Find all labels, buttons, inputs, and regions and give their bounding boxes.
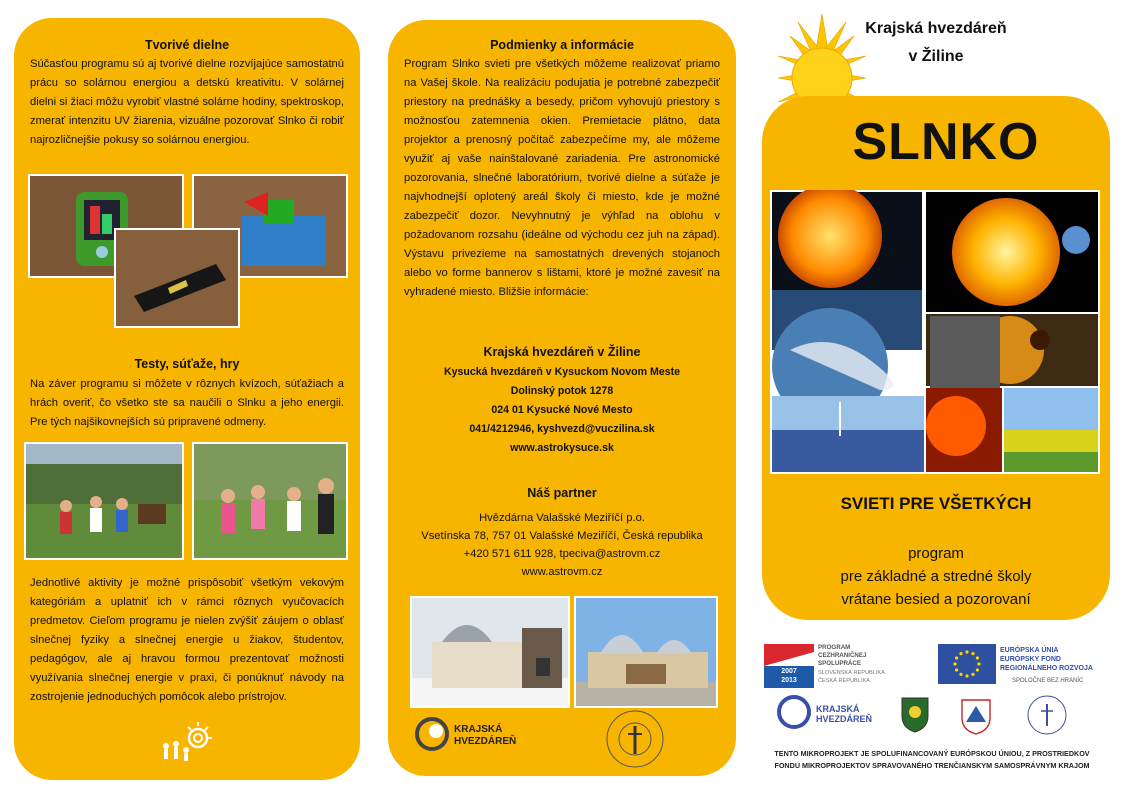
subtitle: SVIETI PRE VŠETKÝCH [840, 494, 1032, 513]
program-line-2: pre základné a stredné školy [840, 568, 1032, 585]
eu-logo-line-1: EURÓPSKA ÚNIA [1000, 647, 1059, 654]
contact-email[interactable]: 041/4212946, kyshvezd@vuczilina.sk [469, 423, 655, 435]
outdoor-photo-kids-playground [24, 442, 184, 560]
section-title-workshops: Tvorivé dielne [144, 38, 230, 52]
eu-motto: SPOLOČNE BEZ HRANÍC [1012, 678, 1084, 684]
valasske-mezirici-footer-seal-icon [1026, 694, 1068, 736]
contact-website-link[interactable]: www.astrokysuce.sk [510, 442, 614, 454]
partner-website-link[interactable]: www.astrovm.cz [521, 566, 603, 578]
krajska-hvezdaren-logo-text-1: KRAJSKÁ [454, 724, 503, 735]
kh-footer-logo-text-1: KRAJSKÁ [816, 704, 860, 714]
krajska-hvezdaren-footer-logo-icon [776, 694, 812, 730]
partner-line-1: Hvězdárna Valašské Meziříčí p.o. [479, 512, 645, 524]
observatory-photo-domes [574, 596, 718, 708]
program-logo-line-2: CEZHRANIČNEJ [818, 652, 867, 659]
contact-line-1: Kysucká hvezdáreň v Kysuckom Novom Meste [443, 366, 681, 378]
partner-line-2: Vsetínska 78, 757 01 Valašské Meziříčí, Česká republika [421, 530, 703, 542]
eu-logo-line-3: REGIONÁLNEHO ROZVOJA [1000, 665, 1093, 672]
contact-line-3: 024 01 Kysucké Nové Mesto [491, 404, 633, 416]
partner-email[interactable]: +420 571 611 928, tpeciva@astrovm.cz [463, 548, 661, 560]
observatory-photo-winter [410, 596, 570, 708]
section-text-workshops: Súčasťou programu sú aj tvorivé dielne rozvíjajúce samostatnú prácu so solárnou energiou a detskú kreativitu. V solárnej dielni si žiaci môžu vyrobiť vlastné solárne hodiny, spektroskop, zmerať intenzitu UV žiarenia, vizuálne pozorovať Slnko či robiť najrozličnejšie pokusy so solárnou energiou. [30, 58, 344, 146]
funding-note-line-1: TENTO MIKROPROJEKT JE SPOLUFINANCOVANÝ EURÓPSKOU ÚNIOU, Z PROSTRIEDKOV [774, 749, 1090, 758]
org-name-line-2: v Žiline [908, 48, 964, 65]
sun-collage [770, 190, 1100, 474]
program-year-start: 2007 [781, 668, 797, 675]
trencin-region-coat-of-arms-icon [958, 696, 994, 736]
section-text-summary: Jednotlivé aktivity je možné prispôsobiť všetkým vekovým kategóriám a uplatniť ich v rámci rôznych vyučovacích predmetov. Cieľom programu je nielen zvýšiť záujem o oblasť slnečnej fyziky a slnečnej energie u žiakov, študentov, pedagógov, ale aj hravou formou prezentovať možnosti využívania slnečnej energie v praxi, či ponúknuť návody na zostrojenie jednoduchých pomôcok alebo prístrojov. [30, 577, 344, 703]
krajska-hvezdaren-logo-text-2: HVEZDÁREŇ [454, 736, 517, 747]
section-text-games: Na záver programu si môžete v rôznych kvízoch, súťažiach a hrách overiť, čo všetko ste sa naučili o Slnku a jeho energii. Pre tých najšikovnejších sú pripravené odmeny. [30, 378, 344, 428]
program-logo-line-1: PROGRAM [818, 644, 851, 651]
kh-footer-logo-text-2: HVEZDÁREŇ [816, 714, 873, 724]
outdoor-photo-kids-game [192, 442, 348, 560]
krajska-hvezdaren-logo-icon [414, 716, 450, 752]
program-logo-line-5: ČESKÁ REPUBLIKA [818, 678, 870, 684]
section-title-games: Testy, súťaže, hry [134, 357, 240, 371]
conditions-text: Program Slnko svieti pre všetkých môžeme realizovať priamo na Vašej škole. Na realizáciu podujatia je potrebné zabezpečiť priestory na prednášky a besedy, pričom vyhovujú priestory s možnosťou zatemnenia okien. Premietacie plátno, data projektor a prenosný počítač zabezpečíme my, ale môžeme využiť aj vaše nainštalované zariadenia. Pre astronomické pozorovania, slnečné laboratórium, tvorivé dielne a súťaže je najvhodnejší oplotený areál školy či miesto, kde je možné zabezpečiť dozor. Nevyhnutný je výhľad na oblohu v požadovanom rozsahu (ideálne od východu cez juh na západ). Výstavu privezieme na samostatných drevených stojanoch alebo vo forme bannerov s lištami, ktoré je možné zavesiť na vyhradené miesto. Bližšie informácie: [404, 58, 720, 298]
conditions-title: Podmienky a informácie [490, 38, 634, 52]
program-year-end: 2013 [781, 677, 797, 684]
program-line-1: program [908, 545, 964, 562]
org-name-line-1: Krajská hvezdáreň [865, 20, 1007, 37]
contact-title: Krajská hvezdáreň v Žiline [483, 345, 641, 359]
eu-logo-line-2: EURÓPSKY FOND [1000, 656, 1061, 663]
main-title: SLNKO [852, 113, 1040, 171]
program-logo-line-4: SLOVENSKÁ REPUBLIKA [818, 670, 885, 676]
funding-note-line-2: FONDU MIKROPROJEKTOV SPRAVOVANÉHO TRENČIANSKYM SAMOSPRÁVNYM KRAJOM [774, 761, 1090, 770]
eu-flag-icon [938, 644, 996, 684]
contact-line-2: Dolinský potok 1278 [510, 385, 614, 397]
workshop-photo-spectroscope [114, 228, 240, 328]
kids-sun-logo-icon [158, 720, 218, 764]
zilina-region-coat-of-arms-icon [898, 694, 932, 734]
partner-title: Náš partner [527, 486, 597, 500]
program-logo-line-3: SPOLUPRÁCE [818, 660, 861, 667]
valasske-mezirici-seal-icon [604, 708, 666, 770]
program-line-3: vrátane besied a pozorovaní [841, 591, 1031, 608]
